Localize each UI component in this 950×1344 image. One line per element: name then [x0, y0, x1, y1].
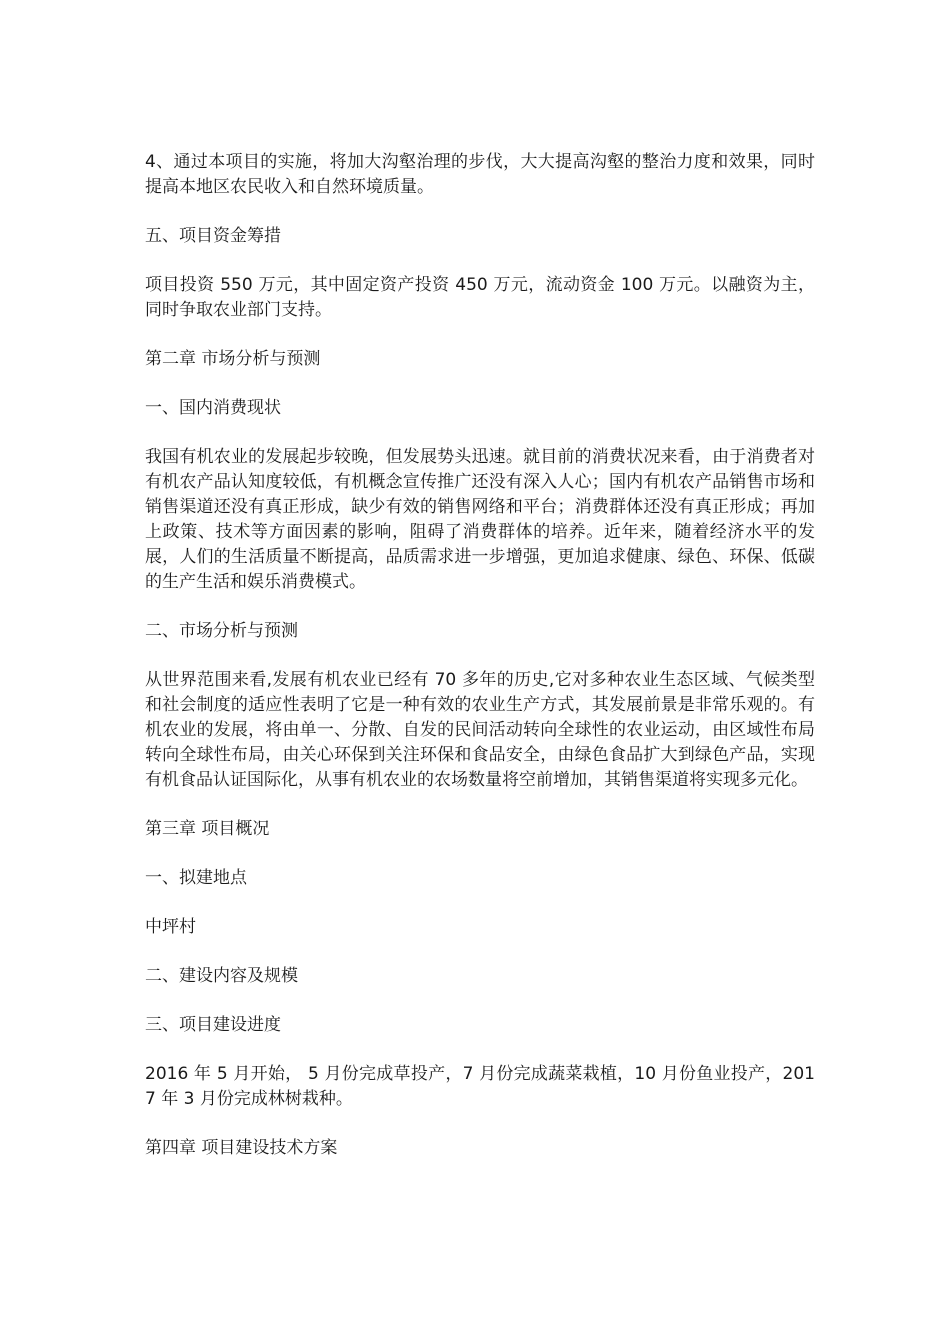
heading-domestic-consumption: 一、国内消费现状	[145, 398, 281, 418]
chapter-3-title: 第三章 项目概况	[145, 819, 270, 839]
document-page	[145, 150, 815, 1185]
heading-funding: 五、项目资金筹措	[145, 226, 281, 246]
heading-schedule: 三、项目建设进度	[145, 1015, 281, 1035]
heading-scope: 二、建设内容及规模	[145, 966, 298, 986]
chapter-2-title: 第二章 市场分析与预测	[145, 349, 321, 369]
heading-location: 一、拟建地点	[145, 868, 247, 888]
paragraph-project-benefit: 4、通过本项目的实施，将加大沟壑治理的步伐，大大提高沟壑的整治力度和效果，同时提高本地区农民收入和自然环境质量。	[145, 152, 815, 197]
paragraph-market-analysis: 从世界范围来看,发展有机农业已经有 70 多年的历史,它对多种农业生态区域、气候类型和社会制度的适应性表明了它是一种有效的农业生产方式，其发展前景是非常乐观的。有机农业的发展，将由单一、分散、自发的民间活动转向全球性的农业运动，由区域性布局转向全球性布局，由关心环保到关注环保和食品安全，由绿色食品扩大到绿色产品，实现有机食品认证国际化，从事有机农业的农场数量将空前增加，其销售渠道将实现多元化。	[145, 670, 815, 790]
paragraph-investment: 项目投资 550 万元，其中固定资产投资 450 万元，流动资金 100 万元。以融资为主，同时争取农业部门支持。	[145, 275, 815, 320]
chapter-4-title: 第四章 项目建设技术方案	[145, 1138, 338, 1158]
paragraph-domestic-consumption: 我国有机农业的发展起步较晚，但发展势头迅速。就目前的消费状况来看，由于消费者对有机农产品认知度较低，有机概念宣传推广还没有深入人心；国内有机农产品销售市场和销售渠道还没有真正形成，缺少有效的销售网络和平台；消费群体还没有真正形成；再加上政策、技术等方面因素的影响，阻碍了消费群体的培养。近年来，随着经济水平的发展，人们的生活质量不断提高，品质需求进一步增强，更加追求健康、绿色、环保、低碳的生产生活和娱乐消费模式。	[145, 447, 815, 592]
paragraph-location: 中坪村	[145, 917, 196, 937]
heading-market-analysis: 二、市场分析与预测	[145, 621, 298, 641]
paragraph-schedule: 2016 年 5 月开始， 5 月份完成草投产，7 月份完成蔬菜栽植，10 月份鱼业投产，2017 年 3 月份完成林树栽种。	[145, 1064, 815, 1109]
